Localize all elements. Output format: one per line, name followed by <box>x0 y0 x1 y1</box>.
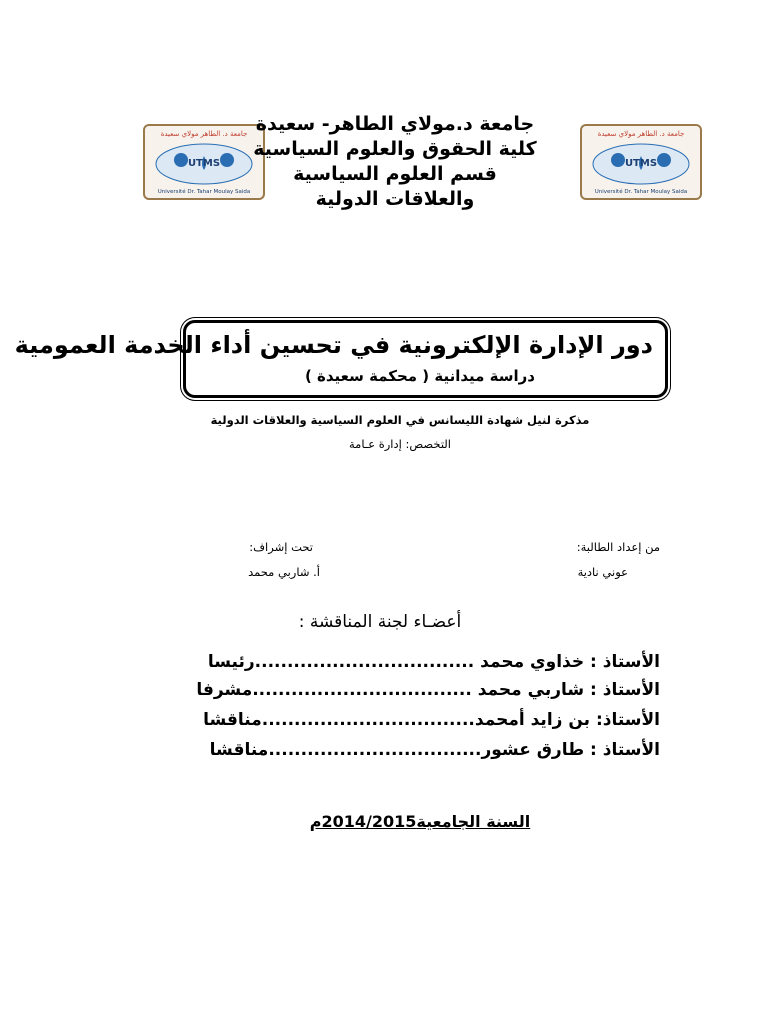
logo-bottom-text: Université Dr. Tahar Moulay Saida <box>594 189 688 195</box>
university-header <box>250 112 540 212</box>
logo-letters: UTMS <box>187 158 221 169</box>
committee-member: الأستاذ : شاربي محمد ..................................مشرفا <box>196 680 660 700</box>
committee-title: أعضـاء لجنة المناقشة : <box>298 612 462 632</box>
logo-letters: UTMS <box>624 158 658 169</box>
logo-top-text: جامعة د. الطاهر مولاي سعيدة <box>597 130 685 138</box>
committee-member: الأستاذ : خذاوي محمد ..................................رئيسا <box>207 652 660 672</box>
logo-bottom-text: Université Dr. Tahar Moulay Saida <box>157 189 251 195</box>
supervisor-name: أ. شاربي محمد <box>248 565 320 579</box>
student-name: عوني نادية <box>577 565 628 579</box>
university-logo-left <box>143 124 265 200</box>
department-name-cont: والعلاقات الدولية <box>315 188 475 210</box>
thesis-subtitle: دراسة ميدانية ( محكمة سعيدة ) <box>304 367 535 385</box>
faculty-name: كلية الحقوق والعلوم السياسية <box>253 138 537 160</box>
committee-member: الأستاذ : طارق عشور.................................مناقشا <box>209 740 660 760</box>
university-name: جامعة د.مولاي الطاهر- سعيدة <box>255 113 535 135</box>
logo-top-text: جامعة د. الطاهر مولاي سعيدة <box>160 130 248 138</box>
memo-purpose: مذكرة لنيل شهادة الليسانس في العلوم السياسية والعلاقات الدولية <box>210 413 590 427</box>
academic-year: السنة الجامعية2014/2015م <box>309 812 531 831</box>
university-logo-right <box>580 124 702 200</box>
department-name: قسم العلوم السياسية <box>293 163 497 185</box>
specialty: التخصص: إدارة عـامة <box>349 437 451 451</box>
title-box <box>14 320 668 398</box>
committee-member: الأستاذ: بن زايد أمحمد.................................مناقشا <box>203 710 660 730</box>
thesis-title: دور الإدارة الإلكترونية في تحسين أداء الخدمة العمومية <box>14 331 653 359</box>
supervisor-label: تحت إشراف: <box>249 540 313 554</box>
student-label: من إعداد الطالبة: <box>576 540 660 554</box>
